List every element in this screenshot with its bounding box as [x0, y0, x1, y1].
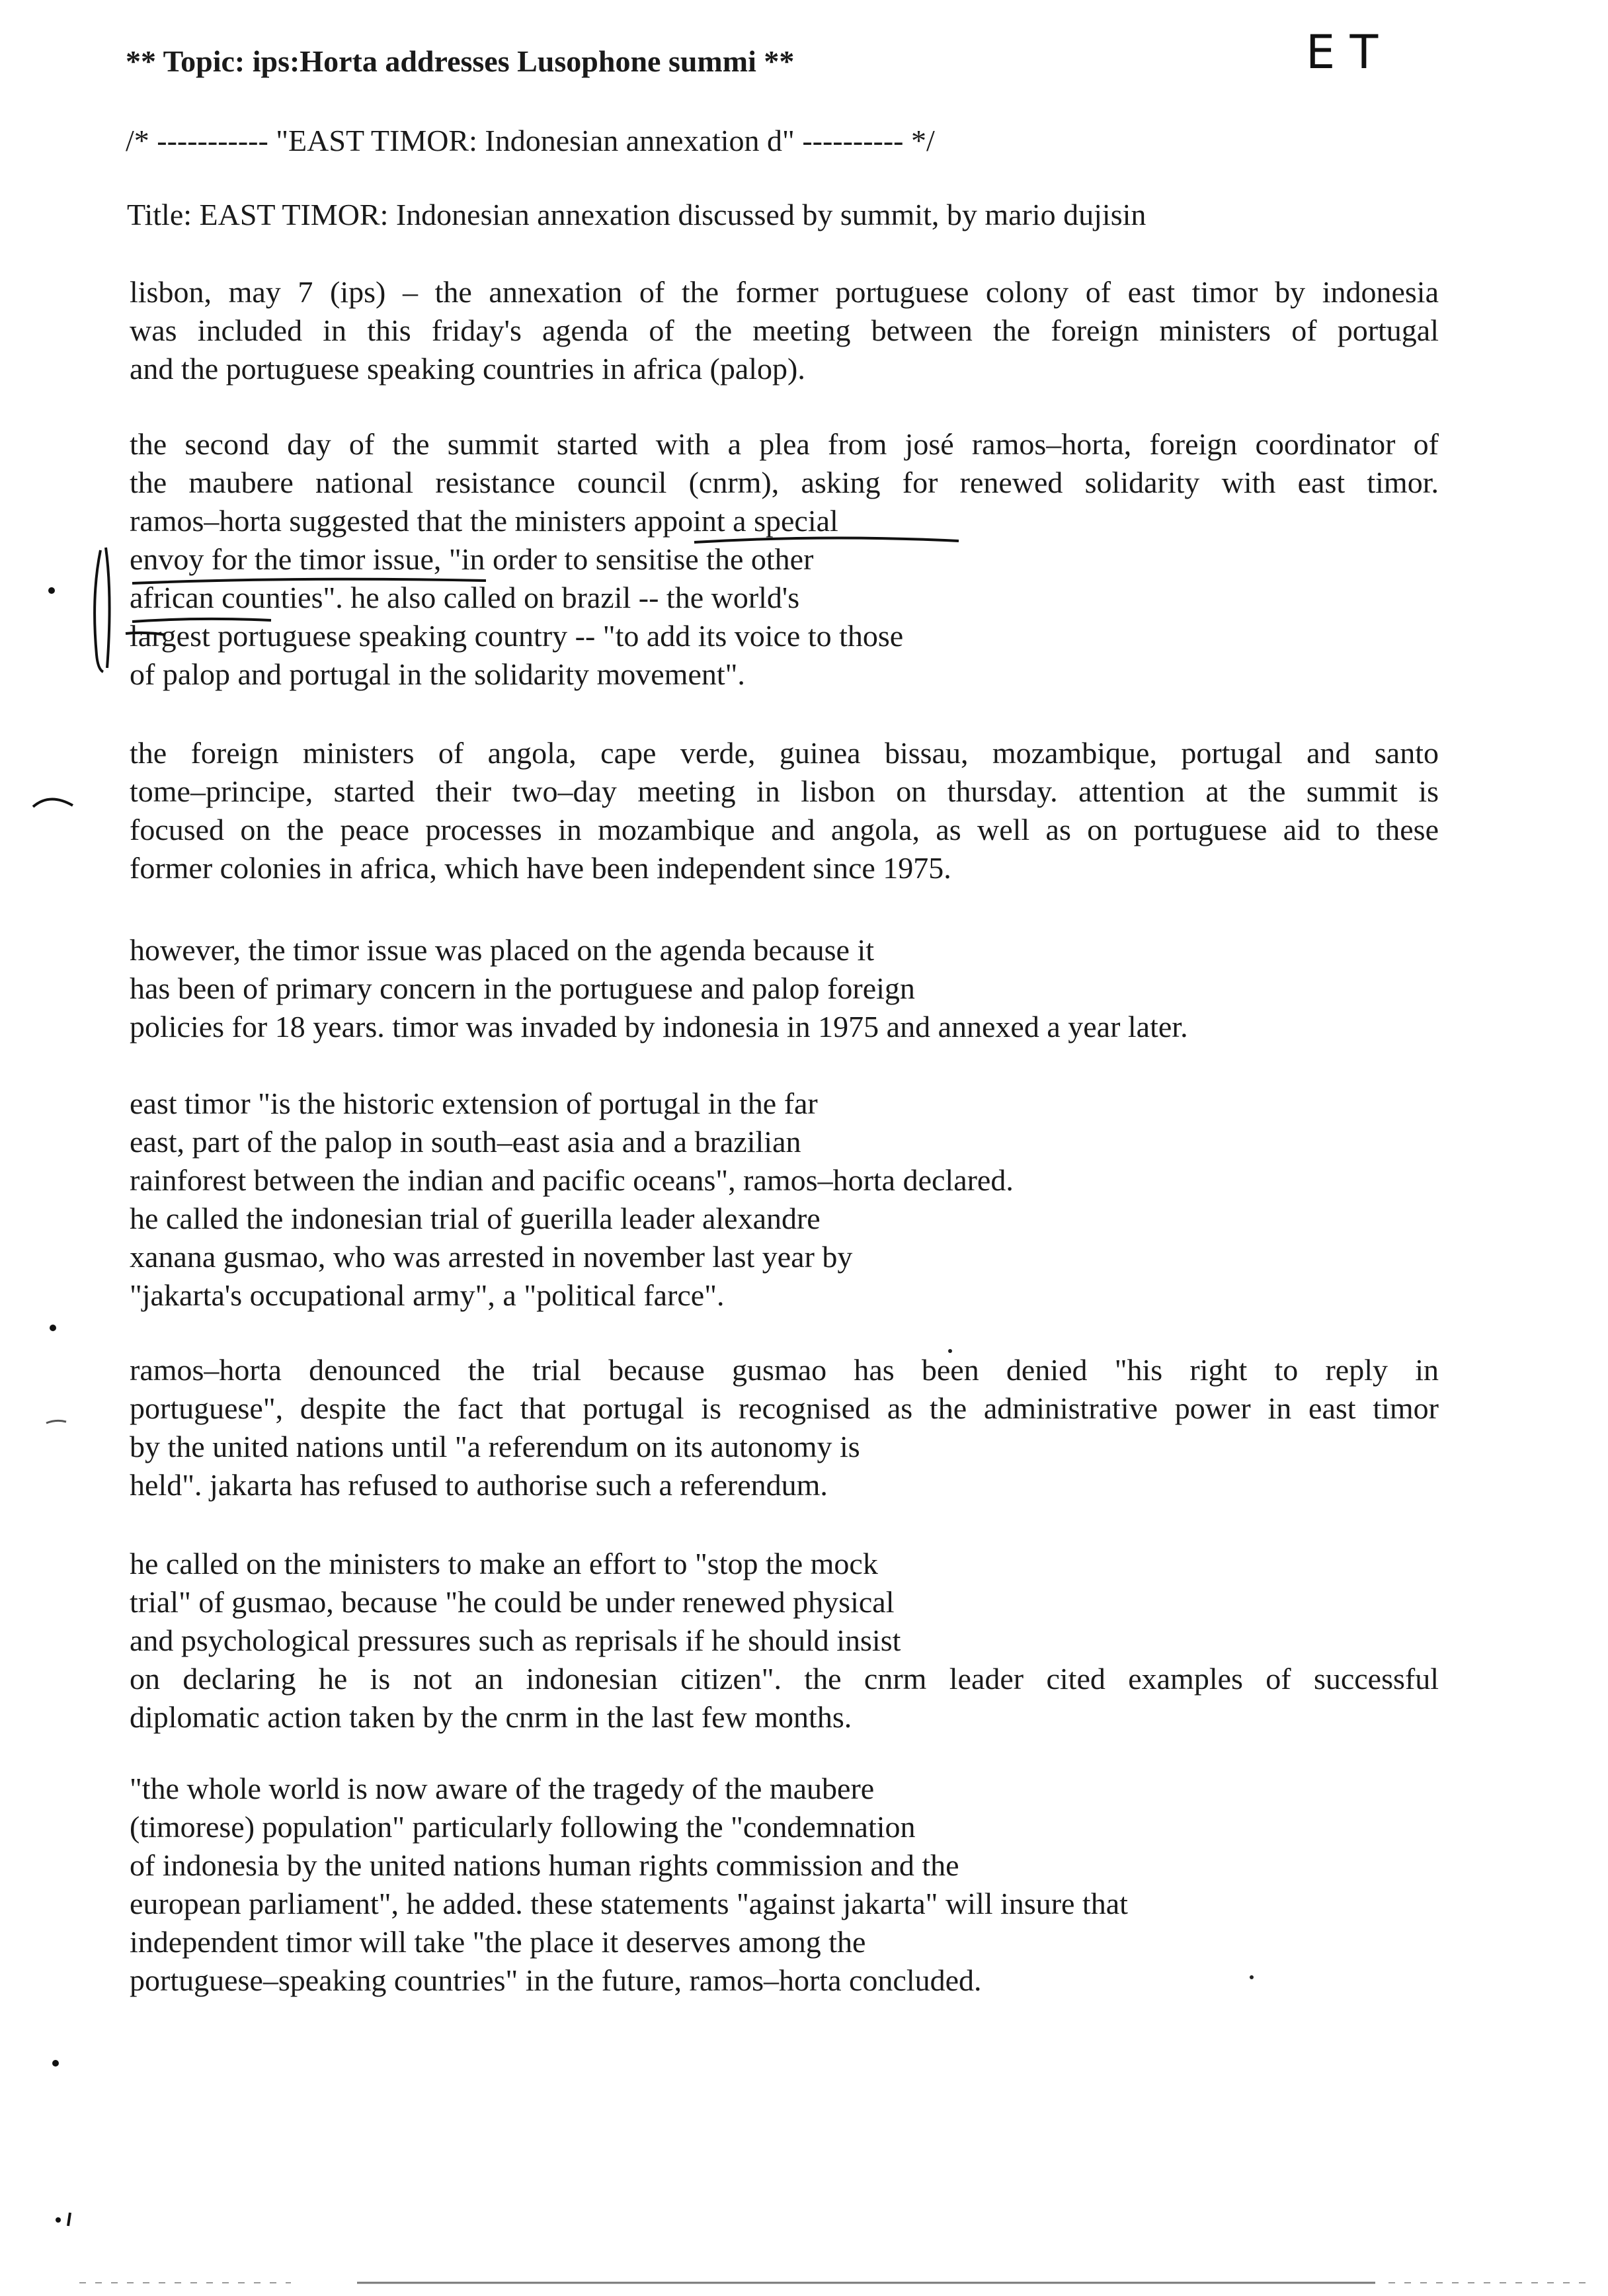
paragraph-7 [130, 1545, 1439, 1737]
paragraph-6 [130, 1351, 1439, 1504]
text-line: has been of primary concern in the portuguese and palop foreign [130, 971, 915, 1005]
text-line: east timor "is the historic extension of portugal in the far [130, 1086, 818, 1120]
text-line: tome–principe, started their two–day meeting in lisbon on thursday. attention at the summit is [130, 774, 1439, 808]
text-line: the second day of the summit started with a plea from josé ramos–horta, foreign coordinator of [130, 427, 1439, 461]
text-line: of palop and portugal in the solidarity movement". [130, 657, 745, 691]
text-line: independent timor will take "the place it deserves among the [130, 1925, 866, 1959]
paragraph-5 [130, 1085, 1439, 1315]
paragraph-8 [130, 1770, 1439, 2000]
text-line: by the united nations until "a referendum on its autonomy is [130, 1430, 860, 1463]
text-line: held". jakarta has refused to authorise such a referendum. [130, 1468, 828, 1502]
text-line: he called on the ministers to make an effort to "stop the mock [130, 1547, 878, 1580]
text-line: and the portuguese speaking countries in africa (palop). [130, 352, 805, 386]
text-line: trial" of gusmao, because "he could be under renewed physical [130, 1585, 895, 1619]
handwritten-et-mark: E T [1306, 25, 1379, 79]
text-line: policies for 18 years. timor was invaded by indonesia in 1975 and annexed a year later. [130, 1010, 1188, 1044]
text-line: on declaring he is not an indonesian citizen". the cnrm leader cited examples of successful [130, 1662, 1439, 1696]
text-line: focused on the peace processes in mozambique and angola, as well as on portuguese aid to these [130, 813, 1439, 846]
text-line: "the whole world is now aware of the tragedy of the maubere [130, 1772, 875, 1805]
text-line: was included in this friday's agenda of the meeting between the foreign ministers of portugal [130, 313, 1439, 347]
text-line: "jakarta's occupational army", a "political farce". [130, 1278, 725, 1312]
margin-dot [52, 2060, 59, 2067]
text-line: the foreign ministers of angola, cape verde, guinea bissau, mozambique, portugal and santo [130, 736, 1439, 770]
text-line: of indonesia by the united nations human rights commission and the [130, 1848, 959, 1882]
margin-bracket [95, 548, 109, 672]
text-line: rainforest between the indian and pacific oceans", ramos–horta declared. [130, 1163, 1014, 1197]
text-line: xanana gusmao, who was arrested in november last year by [130, 1240, 853, 1274]
text-line: lisbon, may 7 (ips) – the annexation of the former portuguese colony of east timor by indonesia [130, 275, 1439, 309]
margin-curve-mark [33, 799, 73, 807]
text-line: diplomatic action taken by the cnrm in the last few months. [130, 1700, 852, 1734]
text-line: he called the indonesian trial of guerilla leader alexandre [130, 1202, 821, 1235]
text-line: largest portuguese speaking country -- "to add its voice to those [130, 619, 904, 653]
separator-line: /* ----------- "EAST TIMOR: Indonesian annexation d" ---------- */ [126, 124, 935, 157]
paragraph-2 [130, 425, 1439, 694]
margin-dash [46, 1420, 66, 1423]
margin-dot [56, 2217, 61, 2223]
text-line: european parliament", he added. these statements "against jakarta" will insure that [130, 1887, 1128, 1920]
paragraph-4 [130, 931, 1439, 1046]
article-title: Title: EAST TIMOR: Indonesian annexation discussed by summit, by mario dujisin [127, 198, 1146, 231]
text-line: portuguese–speaking countries" in the future, ramos–horta concluded. [130, 1963, 982, 1997]
margin-dot [50, 1325, 56, 1331]
text-line: (timorese) population" particularly following the "condemnation [130, 1810, 916, 1844]
text-line: and psychological pressures such as reprisals if he should insist [130, 1623, 901, 1657]
text-line: ramos–horta denounced the trial because gusmao has been denied "his right to reply in [130, 1353, 1439, 1387]
text-line: former colonies in africa, which have been independent since 1975. [130, 851, 951, 885]
text-line: the maubere national resistance council (cnrm), asking for renewed solidarity with east timor. [130, 466, 1439, 499]
text-line: african counties". he also called on brazil -- the world's [130, 581, 800, 614]
text-line: ramos–horta suggested that the ministers appoint a special [130, 504, 838, 538]
paragraph-3 [130, 734, 1439, 887]
text-line: east, part of the palop in south–east asia and a brazilian [130, 1125, 801, 1159]
margin-dot [48, 587, 55, 594]
paragraph-1 [130, 273, 1439, 388]
topic-heading: ** Topic: ips:Horta addresses Lusophone summi ** [126, 44, 795, 78]
margin-tick [68, 2213, 70, 2226]
text-line: portuguese", despite the fact that portugal is recognised as the administrative power in east timor [130, 1391, 1439, 1425]
text-line: however, the timor issue was placed on the agenda because it [130, 933, 875, 967]
text-line: envoy for the timor issue, "in order to sensitise the other [130, 542, 814, 576]
